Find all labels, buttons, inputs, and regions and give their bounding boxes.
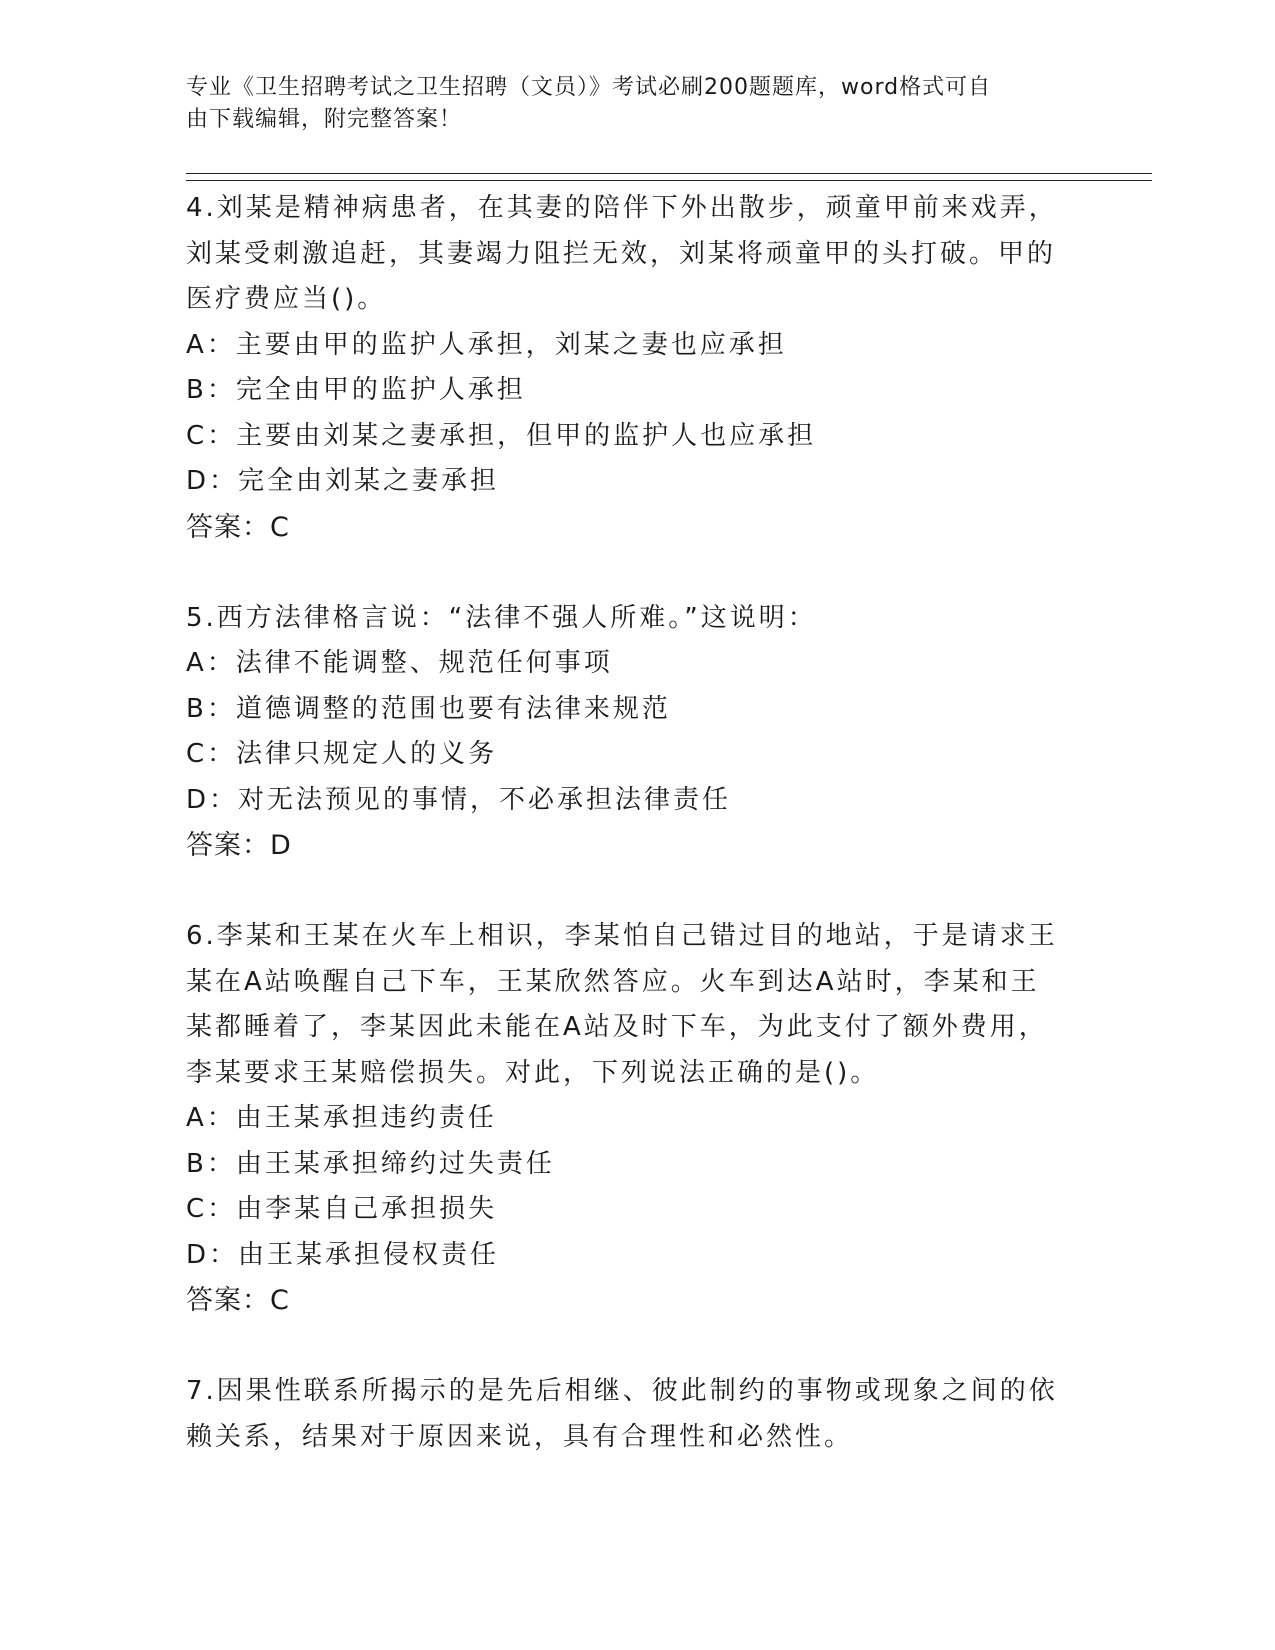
option-d: D：完全由刘某之妻承担 (186, 466, 500, 496)
option-a: A：主要由甲的监护人承担，刘某之妻也应承担 (186, 329, 787, 360)
option-b: B：由王某承担缔约过失责任 (186, 1148, 555, 1179)
question-spacer (186, 1324, 1066, 1370)
question-5 (186, 596, 1066, 869)
option-a: A：由王某承担违约责任 (186, 1103, 497, 1133)
answer-line: 答案：C (186, 511, 290, 543)
question-stem-line: 7.因果性联系所揭示的是先后相继、彼此制约的事物或现象之间的依 (186, 1376, 1058, 1406)
question-stem-line: 李某要求王某赔偿损失。对此，下列说法正确的是()。 (186, 1057, 880, 1088)
question-stem-line: 某在A站唤醒自己下车，王某欣然答应。火车到达A站时，李某和王 (186, 966, 1040, 997)
header-line-1: 专业《卫生招聘考试之卫生招聘（文员）》考试必刷200题题库，word格式可自 (186, 75, 992, 100)
question-stem-line: 某都睡着了，李某因此未能在A站及时下车，为此支付了额外费用， (186, 1012, 1048, 1042)
header-line-2: 由下载编辑，附完整答案！ (186, 107, 463, 132)
option-b: B：完全由甲的监护人承担 (186, 375, 526, 405)
question-stem-line: 医疗费应当()。 (186, 284, 387, 314)
answer-line: 答案：C (186, 1285, 290, 1316)
question-spacer (186, 869, 1066, 915)
question-list (186, 186, 1066, 1460)
question-stem-line: 4.刘某是精神病患者，在其妻的陪伴下外出散步，顽童甲前来戏弄， (186, 193, 1058, 223)
question-4 (186, 186, 1066, 550)
option-c: C：主要由刘某之妻承担，但甲的监护人也应承担 (186, 420, 817, 451)
option-b: B：道德调整的范围也要有法律来规范 (186, 693, 671, 724)
option-a: A：法律不能调整、规范任何事项 (186, 648, 613, 678)
question-stem-line: 5.西方法律格言说：“法律不强人所难。”这说明： (186, 602, 817, 633)
header-rule-top (186, 173, 1152, 174)
question-7 (186, 1369, 1066, 1460)
question-stem-line: 赖关系，结果对于原因来说，具有合理性和必然性。 (186, 1421, 854, 1452)
header-rule-bottom (186, 180, 1152, 181)
question-spacer (186, 550, 1066, 596)
answer-line: 答案：D (186, 830, 292, 861)
option-c: C：法律只规定人的义务 (186, 739, 498, 769)
document-header (186, 72, 1066, 136)
option-d: D：由王某承担侵权责任 (186, 1239, 500, 1270)
option-c: C：由李某自己承担损失 (186, 1194, 498, 1224)
question-6 (186, 914, 1066, 1324)
question-stem-line: 6.李某和王某在火车上相识，李某怕自己错过目的地站，于是请求王 (186, 921, 1058, 951)
question-stem-line: 刘某受刺激追赶，其妻竭力阻拦无效，刘某将顽童甲的头打破。甲的 (186, 238, 1057, 269)
option-d: D：对无法预见的事情，不必承担法律责任 (186, 784, 732, 815)
